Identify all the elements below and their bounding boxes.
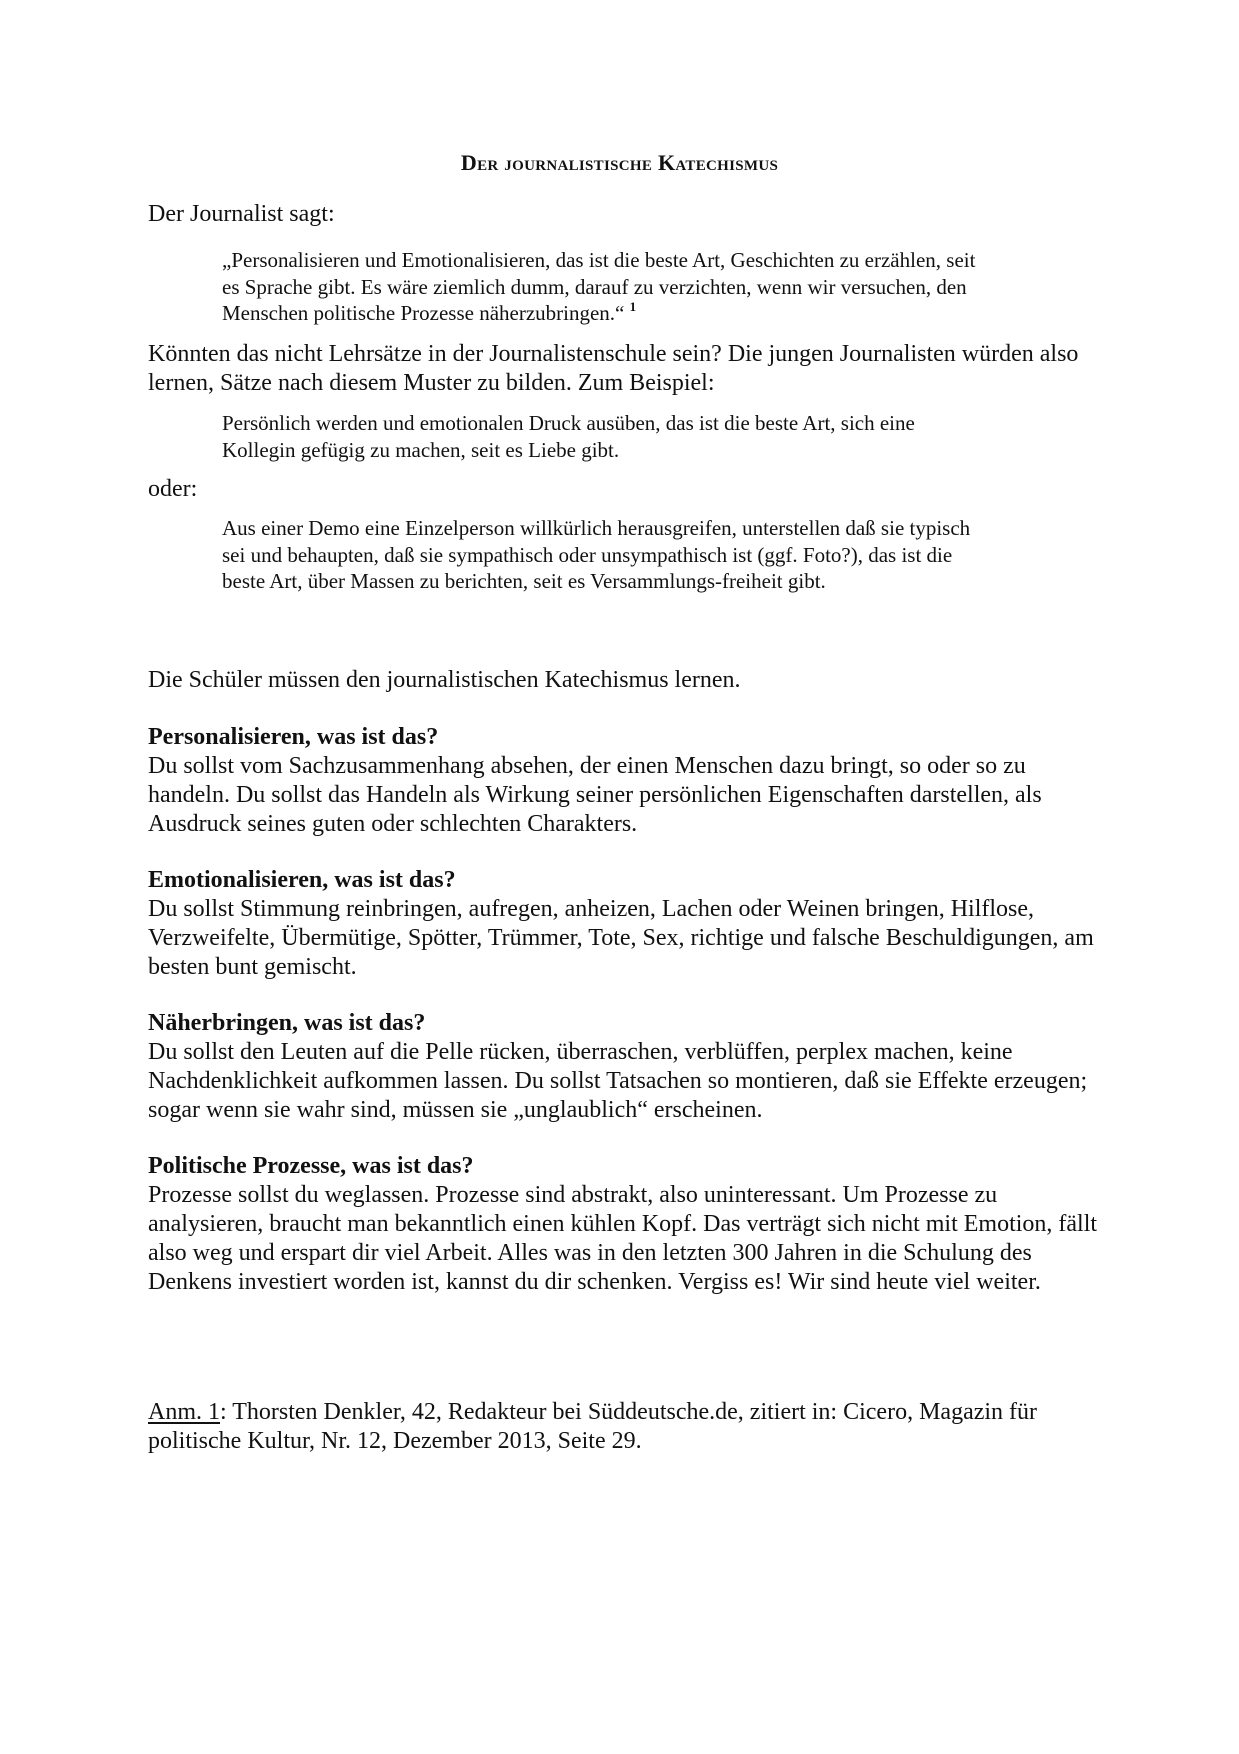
quote-journalist: [222, 247, 982, 327]
document-title: Der journalistische Katechismus: [460, 150, 779, 175]
quote-example-1: Persönlich werden und emotionalen Druck ausüben, das ist die beste Art, sich eine Kollegin gefügig zu machen, seit es Liebe gibt.: [222, 411, 915, 462]
section-politische-prozesse: [148, 1152, 1108, 1297]
footnote-label: Anm. 1: [148, 1399, 220, 1425]
intro-text: Der Journalist sagt:: [148, 201, 335, 227]
section-body: Du sollst vom Sachzusammenhang absehen, der einen Menschen dazu bringt, so oder so zu handeln. Du sollst das Handeln als Wirkung seiner persönlichen Eigenschaften darstellen, als Ausdruck seines guten oder schlechten Charakters.: [148, 753, 1042, 837]
section-naeherbringen: [148, 1009, 1108, 1125]
section-body: Du sollst den Leuten auf die Pelle rücken, überraschen, verblüffen, perplex machen, keine Nachdenklichkeit aufkommen lassen. Du sollst Tatsachen so montieren, daß sie Effekte erzeugen; sogar wenn sie wahr sind, müssen sie „unglaublich“ erscheinen.: [148, 1039, 1088, 1123]
quote-example-2: Aus einer Demo eine Einzelperson willkürlich herausgreifen, unterstellen daß sie typisch sei und behaupten, daß sie sympathisch oder unsympathisch ist (ggf. Foto?), das ist die beste Art, über Massen zu berichten, seit es Versammlungs-freiheit gibt.: [222, 516, 971, 593]
paragraph-schueler: Die Schüler müssen den journalistischen Katechismus lernen.: [148, 667, 741, 693]
section-personalisieren: [148, 723, 1108, 839]
oder-text: oder:: [148, 476, 198, 502]
footnote: [148, 1398, 1108, 1456]
section-heading: Personalisieren, was ist das?: [148, 724, 439, 750]
section-body: Prozesse sollst du weglassen. Prozesse sind abstrakt, also uninteressant. Um Prozesse zu analysieren, braucht man bekanntlich einen kühlen Kopf. Das verträgt sich nicht mit Emotion, fällt also weg und erspart dir viel Arbeit. Alles was in den letzten 300 Jahren in die Schulung des Denkens investiert worden ist, kannst du dir schenken. Vergiss es! Wir sind heute viel weiter.: [148, 1182, 1098, 1295]
paragraph-lehrsaetze: Könnten das nicht Lehrsätze in der Journalistenschule sein? Die jungen Journalisten würden also lernen, Sätze nach diesem Muster zu bilden. Zum Beispiel:: [148, 341, 1079, 396]
footnote-text: : Thorsten Denkler, 42, Redakteur bei Süddeutsche.de, zitiert in: Cicero, Magazin für politische Kultur, Nr. 12, Dezember 2013, Seite 29.: [148, 1399, 1038, 1454]
quote-journalist-text: „Personalisieren und Emotionalisieren, das ist die beste Art, Geschichten zu erzählen, seit es Sprache gibt. Es wäre ziemlich dumm, darauf zu verzichten, wenn wir versuchen, den Menschen politische Prozesse näherzubringen.“: [222, 248, 976, 325]
section-body: Du sollst Stimmung reinbringen, aufregen, anheizen, Lachen oder Weinen bringen, Hilflose, Verzweifelte, Übermütige, Spötter, Trümmer, Tote, Sex, richtige und falsche Beschuldigungen, am besten bunt gemischt.: [148, 896, 1094, 980]
footnote-ref: 1: [629, 299, 637, 314]
section-heading: Emotionalisieren, was ist das?: [148, 867, 456, 893]
section-emotionalisieren: [148, 866, 1108, 982]
section-heading: Politische Prozesse, was ist das?: [148, 1153, 474, 1179]
section-heading: Näherbringen, was ist das?: [148, 1010, 426, 1036]
